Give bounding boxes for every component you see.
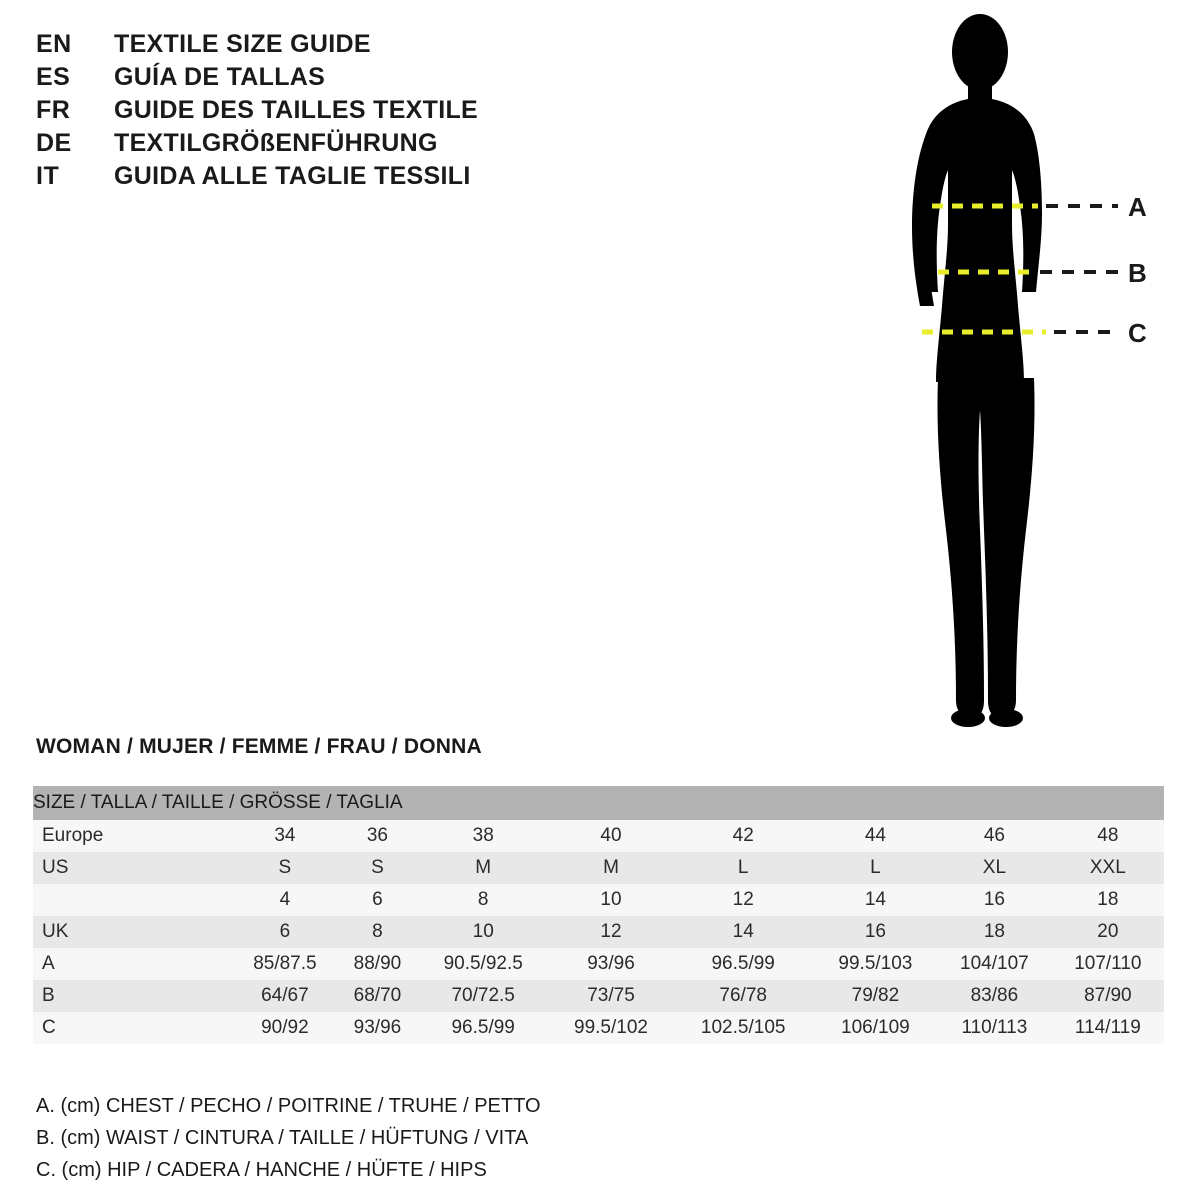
title-row-fr — [36, 96, 656, 129]
cell: 14 — [673, 916, 814, 948]
measure-label-b: B — [1128, 258, 1147, 288]
cell: 20 — [1052, 916, 1164, 948]
measure-label-c: C — [1128, 318, 1147, 348]
cell: 87/90 — [1052, 980, 1164, 1012]
title-text-de: TEXTILGRÖßENFÜHRUNG — [114, 129, 438, 157]
cell: 46 — [937, 820, 1052, 852]
cell: 88/90 — [338, 948, 417, 980]
table-row — [33, 820, 1164, 852]
cell: XXL — [1052, 852, 1164, 884]
title-text-es: GUÍA DE TALLAS — [114, 63, 326, 91]
cell: 114/119 — [1052, 1012, 1164, 1044]
cell: 42 — [673, 820, 814, 852]
cell: 16 — [814, 916, 937, 948]
figure-area — [860, 10, 1190, 740]
section-heading-woman: WOMAN / MUJER / FEMME / FRAU / DONNA — [36, 735, 482, 758]
size-table — [33, 786, 1164, 1044]
cell: 8 — [338, 916, 417, 948]
legend-block — [36, 1090, 836, 1186]
cell: 83/86 — [937, 980, 1052, 1012]
cell: 14 — [814, 884, 937, 916]
title-text-en: TEXTILE SIZE GUIDE — [114, 30, 371, 58]
cell: XL — [937, 852, 1052, 884]
cell: M — [417, 852, 549, 884]
table-row — [33, 1012, 1164, 1044]
cell: 68/70 — [338, 980, 417, 1012]
table-header-label: SIZE / TALLA / TAILLE / GRÖSSE / TAGLIA — [33, 786, 1164, 820]
cell: 73/75 — [549, 980, 672, 1012]
cell: 90/92 — [232, 1012, 338, 1044]
measure-label-a: A — [1128, 192, 1147, 222]
title-text-it: GUIDA ALLE TAGLIE TESSILI — [114, 162, 471, 190]
cell: 40 — [549, 820, 672, 852]
row-label: US — [33, 852, 232, 884]
cell: 12 — [673, 884, 814, 916]
cell: 6 — [232, 916, 338, 948]
cell: 90.5/92.5 — [417, 948, 549, 980]
cell: M — [549, 852, 672, 884]
cell: 102.5/105 — [673, 1012, 814, 1044]
table-row — [33, 948, 1164, 980]
cell: 93/96 — [338, 1012, 417, 1044]
legend-line-c: C. (cm) HIP / CADERA / HANCHE / HÜFTE / HIPS — [36, 1159, 487, 1181]
cell: 70/72.5 — [417, 980, 549, 1012]
cell: 64/67 — [232, 980, 338, 1012]
title-lang-it: IT — [36, 162, 60, 190]
cell: L — [814, 852, 937, 884]
cell: L — [673, 852, 814, 884]
title-block — [36, 30, 656, 195]
cell: 38 — [417, 820, 549, 852]
cell: 36 — [338, 820, 417, 852]
row-label: A — [33, 948, 232, 980]
cell: 10 — [549, 884, 672, 916]
cell: 44 — [814, 820, 937, 852]
cell: 34 — [232, 820, 338, 852]
cell: 110/113 — [937, 1012, 1052, 1044]
cell: 96.5/99 — [417, 1012, 549, 1044]
table-row — [33, 916, 1164, 948]
cell: 104/107 — [937, 948, 1052, 980]
cell: 4 — [232, 884, 338, 916]
table-row — [33, 980, 1164, 1012]
cell: 16 — [937, 884, 1052, 916]
cell: S — [232, 852, 338, 884]
title-text-fr: GUIDE DES TAILLES TEXTILE — [114, 96, 479, 124]
cell: 8 — [417, 884, 549, 916]
title-row-es — [36, 63, 656, 96]
title-row-en — [36, 30, 656, 63]
cell: 10 — [417, 916, 549, 948]
title-row-de — [36, 129, 656, 162]
title-row-it — [36, 162, 656, 195]
cell: 106/109 — [814, 1012, 937, 1044]
cell: 96.5/99 — [673, 948, 814, 980]
row-label: C — [33, 1012, 232, 1044]
cell: 48 — [1052, 820, 1164, 852]
table-row — [33, 884, 1164, 916]
cell: 12 — [549, 916, 672, 948]
title-lang-de: DE — [36, 129, 72, 157]
cell: 93/96 — [549, 948, 672, 980]
table-row — [33, 852, 1164, 884]
cell: 107/110 — [1052, 948, 1164, 980]
cell: 76/78 — [673, 980, 814, 1012]
title-lang-en: EN — [36, 30, 72, 58]
title-lang-es: ES — [36, 63, 71, 91]
female-silhouette-icon — [860, 10, 1190, 740]
cell: 85/87.5 — [232, 948, 338, 980]
row-label: B — [33, 980, 232, 1012]
legend-line-a: A. (cm) CHEST / PECHO / POITRINE / TRUHE / PETTO — [36, 1095, 541, 1117]
row-label: UK — [33, 916, 232, 948]
table-header-row — [33, 786, 1164, 820]
row-label — [33, 884, 232, 916]
legend-line-b: B. (cm) WAIST / CINTURA / TAILLE / HÜFTUNG / VITA — [36, 1127, 529, 1149]
cell: 18 — [1052, 884, 1164, 916]
cell: S — [338, 852, 417, 884]
cell: 79/82 — [814, 980, 937, 1012]
cell: 18 — [937, 916, 1052, 948]
title-lang-fr: FR — [36, 96, 71, 124]
row-label: Europe — [33, 820, 232, 852]
cell: 99.5/103 — [814, 948, 937, 980]
cell: 99.5/102 — [549, 1012, 672, 1044]
cell: 6 — [338, 884, 417, 916]
